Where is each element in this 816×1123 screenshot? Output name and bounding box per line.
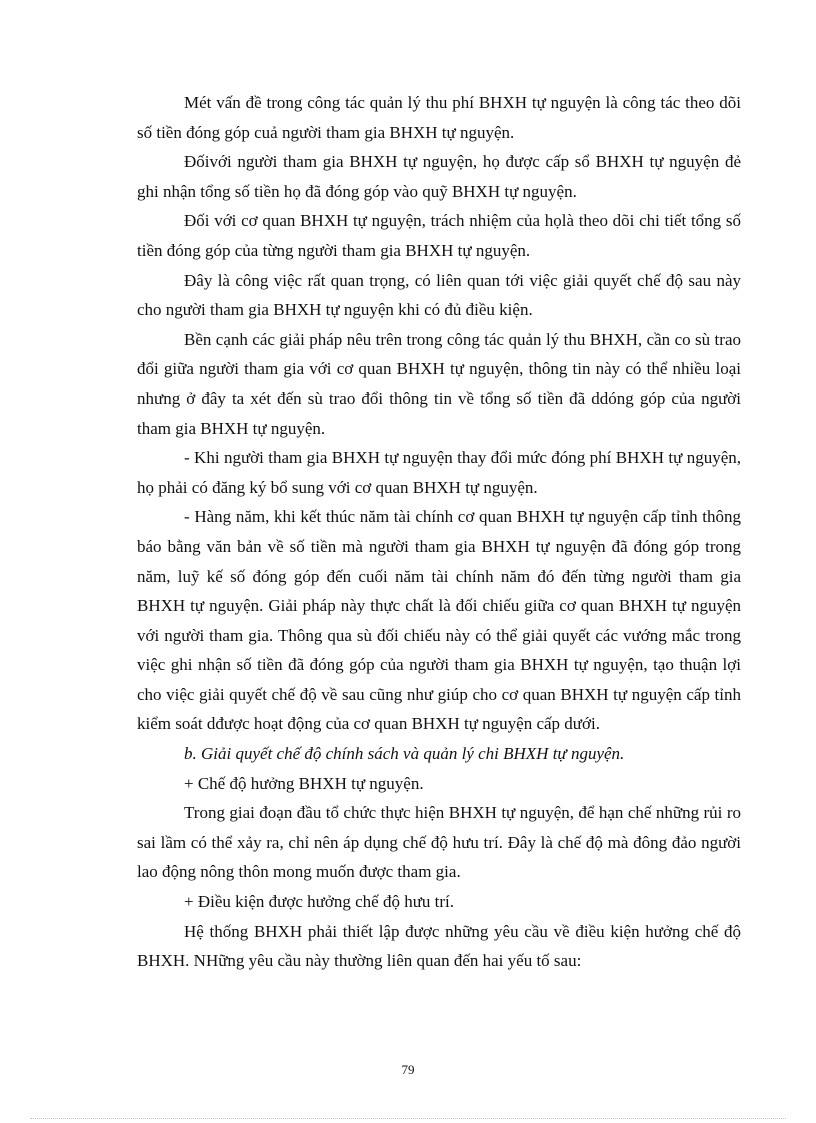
paragraph-12: Hệ thống BHXH phải thiết lập được những yêu cầu về điều kiện hưởng chế độ BHXH. NHững yêu cầu này thường liên quan đến hai yếu tố sau:: [137, 921, 741, 971]
paragraph-11: + Điều kiện được hưởng chế độ hưu trí.: [184, 892, 455, 912]
paragraph-6: - Khi người tham gia BHXH tự nguyện thay đổi mức đóng phí BHXH tự nguyện, họ phải có đăng ký bổ sung với cơ quan BHXH tự nguyện.: [137, 448, 741, 497]
page-number: 79: [401, 1062, 415, 1077]
paragraph-3: Đối với cơ quan BHXH tự nguyện, trách nhiệm của họlà theo dõi chi tiết tổng số tiền đóng góp của từng người tham gia BHXH tự nguyện.: [137, 211, 741, 260]
paragraph-5: Bền cạnh các giải pháp nêu trên trong công tác quản lý thu BHXH, cần co sù trao đổi giữa người tham gia với cơ quan BHXH tự nguyện, thông tin này có thể nhiều loại nhưng ở đây ta xét đến sù trao đổi thông tin về tổng số tiền đã ddóng góp của người tham gia BHXH tự nguyện.: [137, 329, 741, 438]
paragraph-7: - Hàng năm, khi kết thúc năm tài chính cơ quan BHXH tự nguyện cấp tỉnh thông báo bằng văn bản về số tiền mà người tham gia BHXH tự nguyện đã đóng góp trong năm, luỹ kế số đóng góp đến cuối năm tài chính năm đó đến từng người tham gia BHXH tự nguyện. Giải pháp này thực chất là đối chiếu giữa cơ quan BHXH tự nguyện với người tham gia. Thông qua sù đối chiếu này có thể giải quyết các vướng mắc trong việc ghi nhận số tiền đã đóng góp của người tham gia BHXH tự nguyện, tạo thuận lợi cho việc giải quyết chế độ về sau cũng như giúp cho cơ quan BHXH tự nguyện cấp tỉnh kiểm soát dđược hoạt động của cơ quan BHXH tự nguyện cấp dưới.: [137, 507, 741, 734]
paragraph-4: Đây là công việc rất quan trọng, có liên quan tới việc giải quyết chế độ sau này cho người tham gia BHXH tự nguyện khi có đủ điều kiện.: [137, 270, 741, 320]
paragraph-9: + Chế độ hưởng BHXH tự nguyện.: [184, 773, 424, 793]
section-heading-b: b. Giải quyết chế độ chính sách và quản lý chi BHXH tự nguyện.: [184, 744, 625, 764]
paragraph-10: Trong giai đoạn đầu tổ chức thực hiện BHXH tự nguyện, để hạn chế những rủi ro sai lầm có thể xảy ra, chỉ nên áp dụng chế độ hưu trí. Đây là chế độ mà đông đảo người lao động nông thôn mong muốn được tham gia.: [137, 803, 741, 882]
body-text: [137, 88, 741, 976]
page-bottom-divider: [30, 1118, 786, 1119]
paragraph-1: Mét vấn đề trong công tác quản lý thu phí BHXH tự nguyện là công tác theo dõi số tiền đóng góp cuả người tham gia BHXH tự nguyện.: [137, 93, 741, 142]
paragraph-2: Đốivới người tham gia BHXH tự nguyện, họ được cấp sổ BHXH tự nguyện đẻ ghi nhận tổng số tiền họ đã đóng góp vào quỹ BHXH tự nguyện.: [137, 152, 741, 201]
